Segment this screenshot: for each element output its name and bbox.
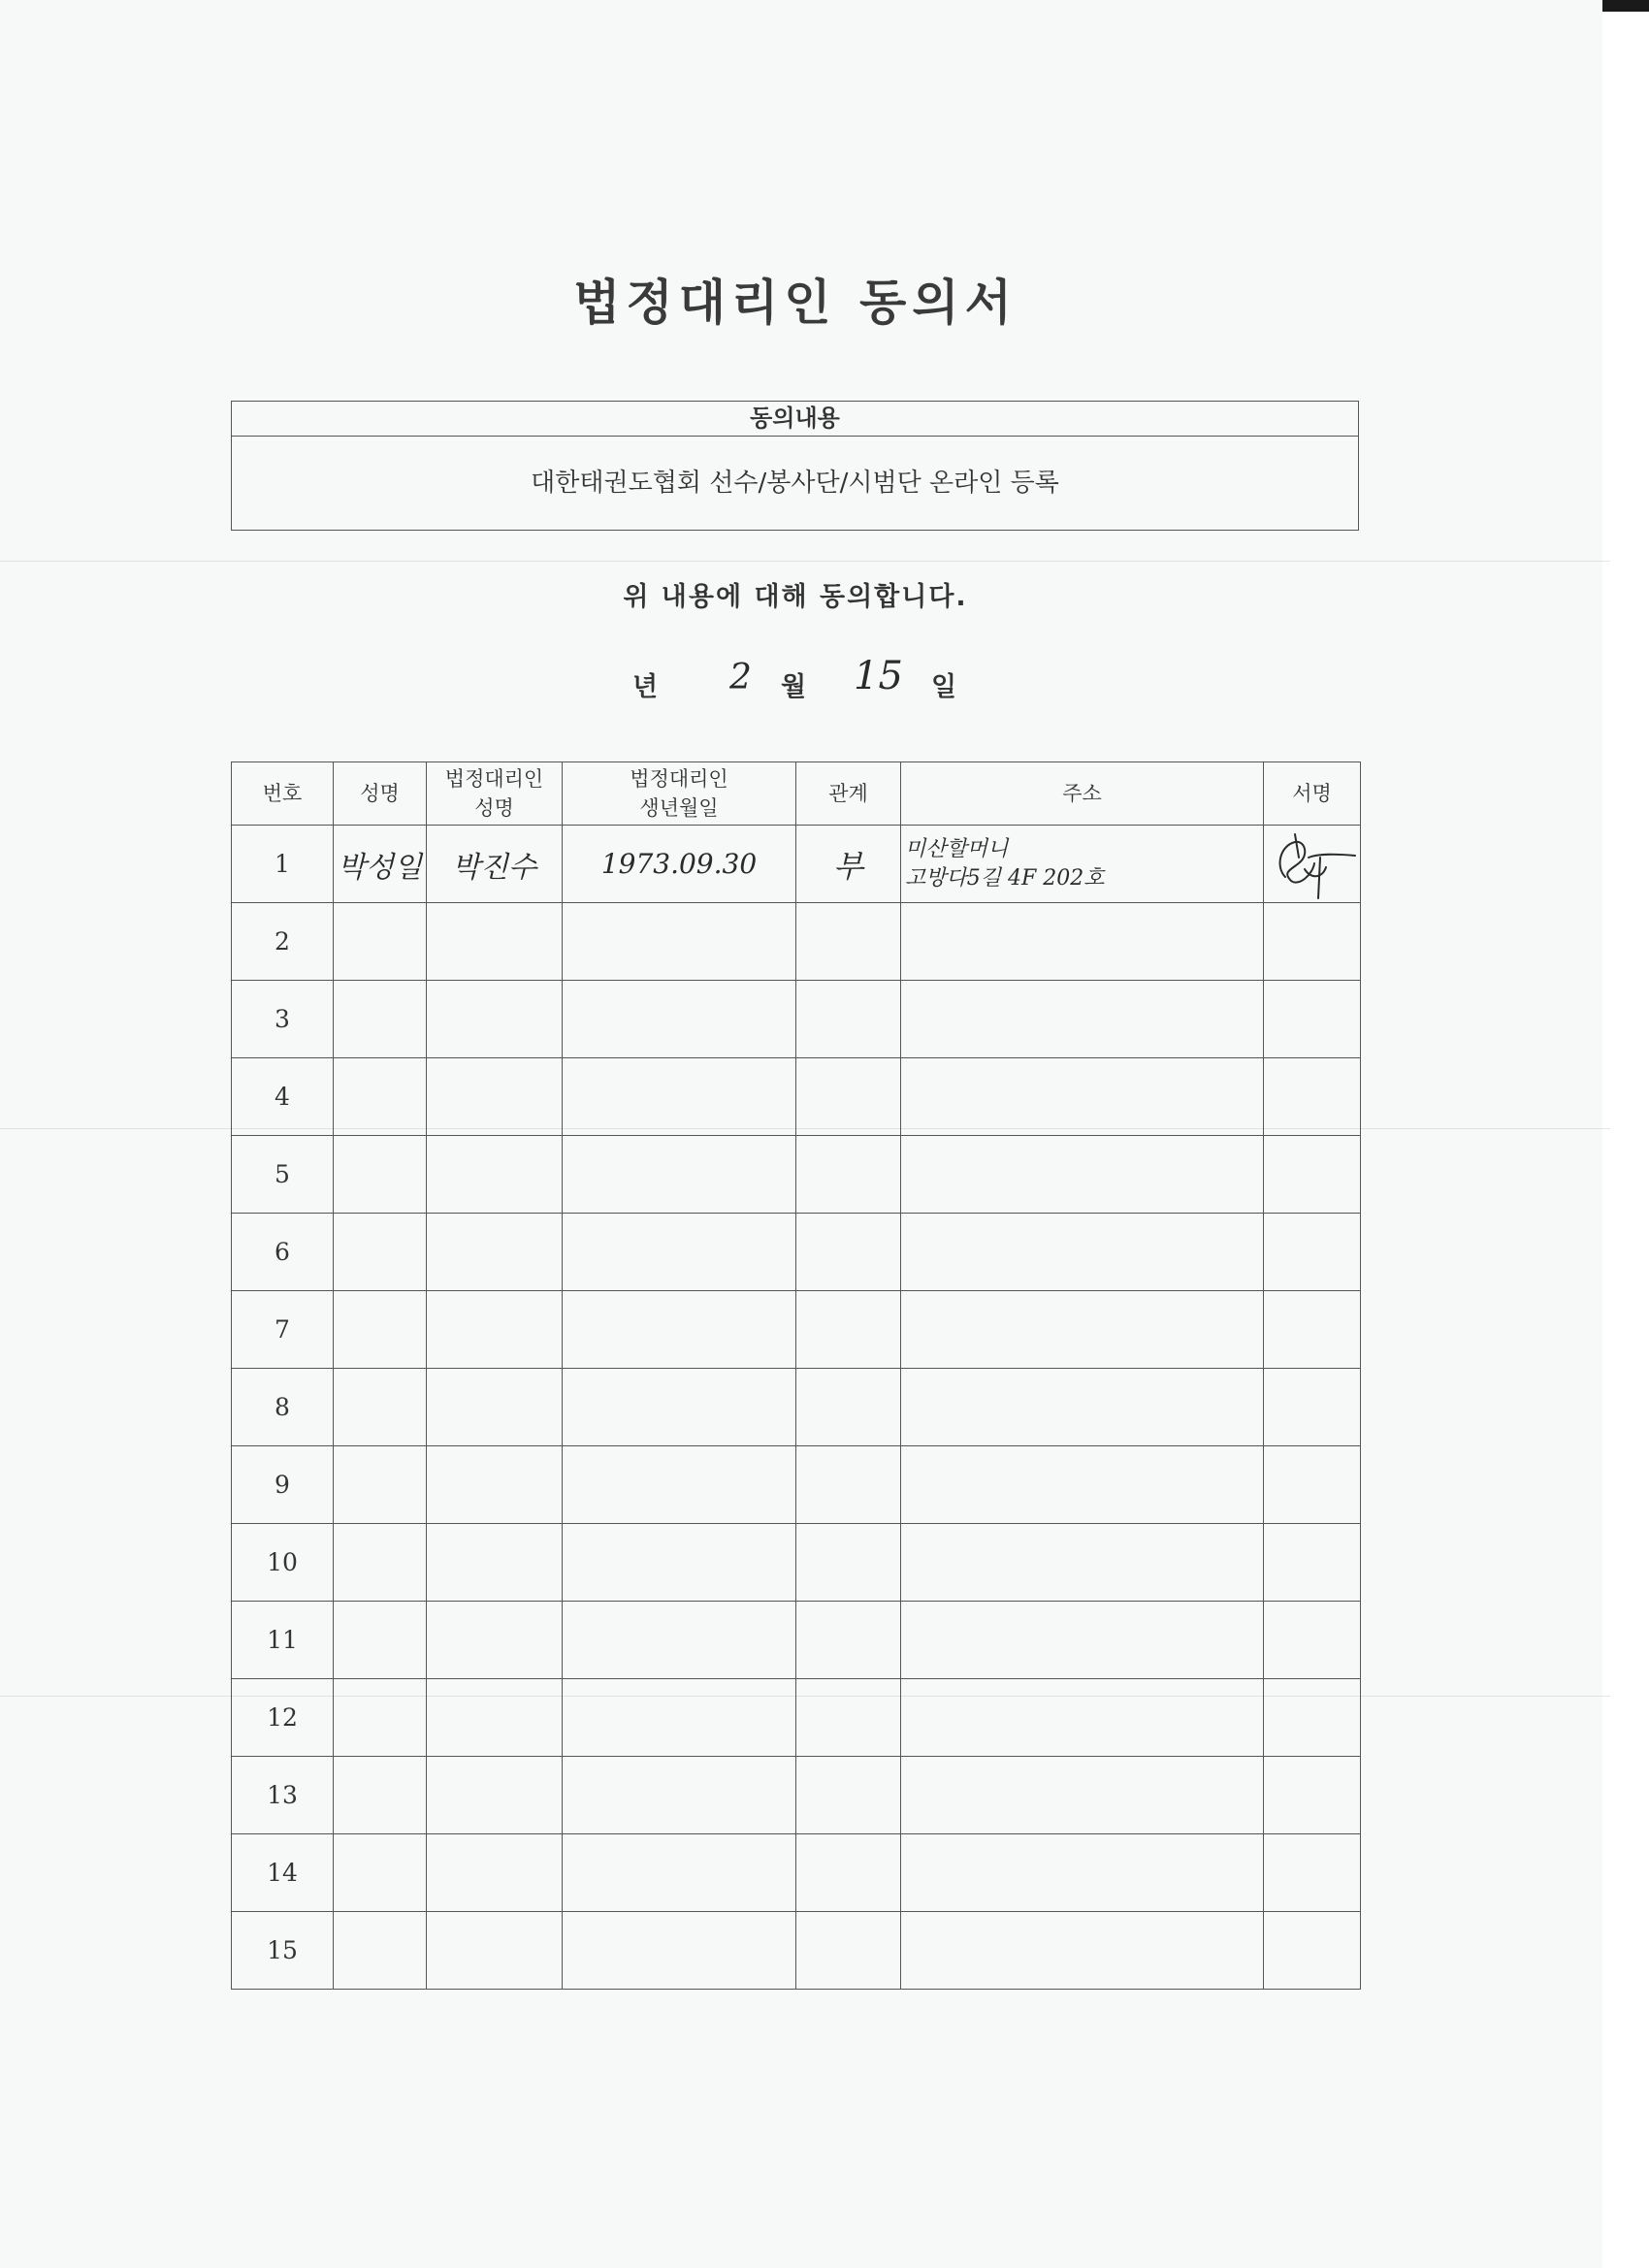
guardian-birthdate-cell bbox=[563, 1912, 796, 1990]
signature-cell bbox=[1264, 1757, 1361, 1834]
row-number: 5 bbox=[275, 1160, 290, 1188]
signature-cell bbox=[1264, 1679, 1361, 1757]
header-name bbox=[334, 762, 427, 826]
row-number: 9 bbox=[275, 1471, 290, 1499]
row-number: 15 bbox=[267, 1936, 298, 1964]
table-row bbox=[232, 1214, 1361, 1291]
guardian-name-cell bbox=[427, 981, 563, 1058]
header-no-line1: 번호 bbox=[262, 782, 303, 805]
guardian-name-cell bbox=[427, 903, 563, 981]
signature-cell bbox=[1264, 1524, 1361, 1602]
table-row bbox=[232, 1369, 1361, 1446]
guardian-birthdate-cell bbox=[563, 1058, 796, 1136]
signature-cell bbox=[1264, 981, 1361, 1058]
guardian-name: 박진수 bbox=[452, 850, 536, 885]
signature-cell bbox=[1264, 1058, 1361, 1136]
relation-cell bbox=[796, 903, 901, 981]
guardian-birthdate-cell bbox=[563, 1757, 796, 1834]
guardian-name-cell bbox=[427, 1058, 563, 1136]
row-number-cell bbox=[232, 1446, 334, 1524]
signature-cell bbox=[1264, 1446, 1361, 1524]
address-cell bbox=[901, 1602, 1264, 1679]
page-title: 법정대리인 동의서 bbox=[573, 275, 1018, 331]
address-cell bbox=[901, 1679, 1264, 1757]
address-line1: 미산할머니 bbox=[905, 836, 1009, 861]
consent-body: 대한태권도협회 선수/봉사단/시범단 온라인 등록 bbox=[531, 469, 1059, 498]
guardian-birthdate: 1973.09.30 bbox=[600, 848, 758, 880]
row-number: 7 bbox=[275, 1315, 290, 1344]
fold-line bbox=[0, 561, 1610, 562]
address-cell bbox=[901, 1291, 1264, 1369]
table-row bbox=[232, 1136, 1361, 1214]
relation-cell bbox=[796, 1834, 901, 1912]
guardian-name-cell bbox=[427, 1136, 563, 1214]
day-value: 15 bbox=[854, 654, 903, 698]
year-label: 년 bbox=[632, 672, 659, 702]
table-row bbox=[232, 1602, 1361, 1679]
relation-cell bbox=[796, 1369, 901, 1446]
address-cell bbox=[901, 1214, 1264, 1291]
signature-stroke bbox=[1318, 858, 1320, 898]
header-signature-line1: 서명 bbox=[1292, 782, 1332, 805]
row-number-cell bbox=[232, 1757, 334, 1834]
row-number: 10 bbox=[267, 1548, 298, 1576]
row-number-cell bbox=[232, 1602, 334, 1679]
relation: 부 bbox=[833, 847, 863, 885]
row-number-cell bbox=[232, 903, 334, 981]
row-number-cell bbox=[232, 1369, 334, 1446]
address-cell bbox=[901, 903, 1264, 981]
row-number-cell bbox=[232, 1291, 334, 1369]
header-address-line1: 주소 bbox=[1062, 782, 1102, 805]
table-header-row bbox=[232, 762, 1361, 826]
guardian-birthdate-cell bbox=[563, 1214, 796, 1291]
table-row bbox=[232, 1834, 1361, 1912]
table-row bbox=[232, 1679, 1361, 1757]
row-number: 6 bbox=[275, 1238, 290, 1266]
guardian-name-cell bbox=[427, 1446, 563, 1524]
date-row bbox=[0, 654, 1591, 706]
player-name-cell bbox=[334, 1524, 427, 1602]
player-name-cell bbox=[334, 1912, 427, 1990]
player-name-cell bbox=[334, 981, 427, 1058]
guardian-name-cell bbox=[427, 1369, 563, 1446]
guardian-name-cell bbox=[427, 826, 563, 903]
player-name-cell bbox=[334, 1291, 427, 1369]
relation-cell bbox=[796, 1524, 901, 1602]
header-name-line1: 성명 bbox=[360, 782, 400, 805]
row-number: 12 bbox=[267, 1703, 298, 1732]
guardian-birthdate-cell bbox=[563, 1369, 796, 1446]
guardian-birthdate-cell bbox=[563, 1524, 796, 1602]
row-number: 11 bbox=[267, 1626, 298, 1654]
header-relation bbox=[796, 762, 901, 826]
row-number: 8 bbox=[275, 1393, 290, 1421]
row-number: 14 bbox=[267, 1859, 298, 1887]
relation-cell bbox=[796, 826, 901, 903]
header-guardian-name-line2: 성명 bbox=[474, 796, 514, 820]
signature-cell bbox=[1264, 1602, 1361, 1679]
row-number-cell bbox=[232, 981, 334, 1058]
guardian-name-cell bbox=[427, 1912, 563, 1990]
table-row bbox=[232, 1524, 1361, 1602]
header-guardian-name-line1: 법정대리인 bbox=[444, 767, 544, 791]
address-cell bbox=[901, 1446, 1264, 1524]
relation-cell bbox=[796, 1912, 901, 1990]
row-number-cell bbox=[232, 1834, 334, 1912]
player-name-cell bbox=[334, 903, 427, 981]
player-name-cell bbox=[334, 1058, 427, 1136]
guardian-name-cell bbox=[427, 1291, 563, 1369]
address-cell bbox=[901, 1136, 1264, 1214]
table-row bbox=[232, 981, 1361, 1058]
address-cell bbox=[901, 1912, 1264, 1990]
registration-table bbox=[231, 761, 1361, 1990]
guardian-birthdate-cell bbox=[563, 1136, 796, 1214]
table-body bbox=[232, 826, 1361, 1990]
guardian-birthdate-cell bbox=[563, 1291, 796, 1369]
player-name-cell bbox=[334, 1446, 427, 1524]
month-label: 월 bbox=[781, 672, 807, 702]
row-number-cell bbox=[232, 1058, 334, 1136]
table-row bbox=[232, 1446, 1361, 1524]
header-relation-line1: 관계 bbox=[828, 782, 868, 805]
scan-edge bbox=[1602, 0, 1649, 2268]
player-name-cell bbox=[334, 826, 427, 903]
guardian-birthdate-cell bbox=[563, 1679, 796, 1757]
row-number: 2 bbox=[275, 927, 290, 956]
signature-stroke bbox=[1295, 834, 1299, 858]
signature-cell bbox=[1264, 1912, 1361, 1990]
relation-cell bbox=[796, 1446, 901, 1524]
consent-header: 동의내용 bbox=[232, 402, 1358, 437]
signature-cell bbox=[1264, 903, 1361, 981]
relation-cell bbox=[796, 1136, 901, 1214]
address-cell bbox=[901, 1834, 1264, 1912]
header-signature bbox=[1264, 762, 1361, 826]
table-row bbox=[232, 1757, 1361, 1834]
player-name-cell bbox=[334, 1136, 427, 1214]
row-number: 1 bbox=[275, 850, 290, 878]
player-name: 박성일 bbox=[338, 850, 422, 885]
signature-cell bbox=[1264, 1834, 1361, 1912]
guardian-name-cell bbox=[427, 1757, 563, 1834]
guardian-birthdate-cell bbox=[563, 1602, 796, 1679]
signature-cell bbox=[1264, 826, 1361, 903]
address-cell bbox=[901, 981, 1264, 1058]
header-guardian-birth-line1: 법정대리인 bbox=[630, 767, 728, 791]
table-row bbox=[232, 826, 1361, 903]
guardian-birthdate-cell bbox=[563, 903, 796, 981]
player-name-cell bbox=[334, 1679, 427, 1757]
address-cell bbox=[901, 826, 1264, 903]
relation-cell bbox=[796, 1757, 901, 1834]
signature-mark bbox=[1266, 828, 1359, 900]
agreement-text: 위 내용에 대해 동의합니다. bbox=[623, 582, 968, 612]
player-name-cell bbox=[334, 1369, 427, 1446]
table-row bbox=[232, 1291, 1361, 1369]
row-number-cell bbox=[232, 1524, 334, 1602]
guardian-name-cell bbox=[427, 1602, 563, 1679]
row-number-cell bbox=[232, 1136, 334, 1214]
address-cell bbox=[901, 1524, 1264, 1602]
header-address bbox=[901, 762, 1264, 826]
table-row bbox=[232, 1912, 1361, 1990]
relation-cell bbox=[796, 981, 901, 1058]
signature-cell bbox=[1264, 1369, 1361, 1446]
header-guardian-birth-line2: 생년월일 bbox=[639, 796, 719, 820]
row-number: 3 bbox=[275, 1005, 290, 1033]
table-row bbox=[232, 1058, 1361, 1136]
player-name-cell bbox=[334, 1834, 427, 1912]
guardian-name-cell bbox=[427, 1679, 563, 1757]
signature-cell bbox=[1264, 1136, 1361, 1214]
month-value: 2 bbox=[729, 658, 752, 697]
row-number-cell bbox=[232, 1679, 334, 1757]
guardian-name-cell bbox=[427, 1214, 563, 1291]
guardian-birthdate-cell bbox=[563, 1446, 796, 1524]
relation-cell bbox=[796, 1679, 901, 1757]
header-no bbox=[232, 762, 334, 826]
relation-cell bbox=[796, 1291, 901, 1369]
relation-cell bbox=[796, 1602, 901, 1679]
header-guardian-birth bbox=[563, 762, 796, 826]
signature-cell bbox=[1264, 1291, 1361, 1369]
consent-box bbox=[231, 401, 1359, 531]
signature-stroke bbox=[1309, 854, 1355, 857]
header-guardian-name bbox=[427, 762, 563, 826]
address-cell bbox=[901, 1757, 1264, 1834]
guardian-birthdate-cell bbox=[563, 1834, 796, 1912]
player-name-cell bbox=[334, 1214, 427, 1291]
relation-cell bbox=[796, 1058, 901, 1136]
guardian-birthdate-cell bbox=[563, 826, 796, 903]
relation-cell bbox=[796, 1214, 901, 1291]
address-line2: 고방다5길 4F 202호 bbox=[905, 865, 1105, 891]
guardian-birthdate-cell bbox=[563, 981, 796, 1058]
day-label: 일 bbox=[931, 672, 957, 702]
row-number: 13 bbox=[267, 1781, 298, 1809]
row-number: 4 bbox=[275, 1083, 290, 1111]
row-number-cell bbox=[232, 1214, 334, 1291]
player-name-cell bbox=[334, 1757, 427, 1834]
guardian-name-cell bbox=[427, 1524, 563, 1602]
guardian-name-cell bbox=[427, 1834, 563, 1912]
signature-cell bbox=[1264, 1214, 1361, 1291]
address-cell bbox=[901, 1058, 1264, 1136]
row-number-cell bbox=[232, 1912, 334, 1990]
row-number-cell bbox=[232, 826, 334, 903]
address-cell bbox=[901, 1369, 1264, 1446]
table-row bbox=[232, 903, 1361, 981]
player-name-cell bbox=[334, 1602, 427, 1679]
